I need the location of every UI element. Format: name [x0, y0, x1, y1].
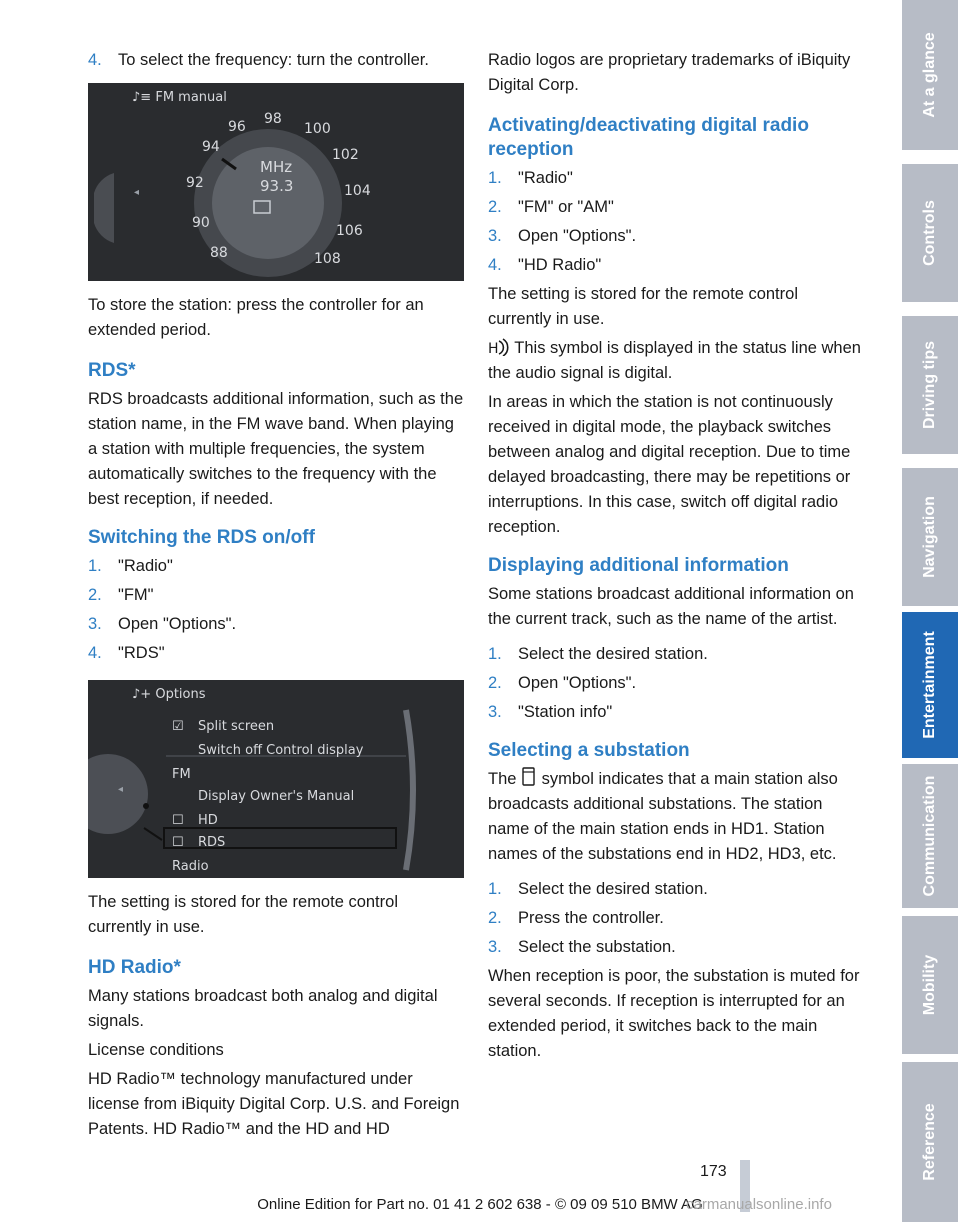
step-text: "FM" — [118, 586, 154, 604]
svg-text:H: H — [488, 341, 499, 356]
fm-frequency: 93.3 — [260, 177, 294, 195]
step-number: 2. — [488, 198, 502, 216]
page-number: 173 — [700, 1163, 727, 1180]
step-item — [88, 641, 464, 666]
step-item — [488, 253, 862, 278]
controller-dot — [143, 803, 149, 809]
tab-navigation[interactable]: Navigation — [902, 468, 958, 606]
chapter-tabs — [900, 0, 960, 1222]
options-screen-title: ♪+ Options — [132, 687, 206, 702]
step-number: 1. — [88, 557, 102, 575]
substation-icon — [521, 767, 537, 787]
tick-label: 100 — [304, 121, 331, 137]
switch-rds-heading: Switching the RDS on/off — [88, 527, 315, 548]
checkbox-icon: ☐ — [172, 835, 184, 850]
tick-label: 90 — [192, 215, 210, 231]
step-number: 3. — [488, 703, 502, 721]
tick-label: 92 — [186, 175, 204, 191]
step-text: Select the substation. — [518, 938, 676, 956]
step-number: 1. — [488, 645, 502, 663]
step-number: 1. — [488, 880, 502, 898]
hd-radio-heading: HD Radio* — [88, 957, 181, 978]
step-text: Select the desired station. — [518, 880, 708, 898]
step-number: 4. — [488, 256, 502, 274]
tab-communication[interactable]: Communication — [902, 764, 958, 908]
fm-manual-screenshot — [88, 83, 464, 281]
step-text: "Station info" — [518, 703, 613, 721]
footer-text: Online Edition for Part no. 01 41 2 602 638 - © 09 09 510 BMW AG — [257, 1196, 703, 1213]
rds-text: RDS broadcasts additional information, such as the station name, in the FM wave band. When playing a station with multiple frequencies, the system automatically switches to the frequency with the best reception, if needed. — [88, 390, 464, 508]
step-item — [88, 554, 464, 579]
scrollbar — [406, 710, 413, 870]
step-text: Open "Options". — [518, 227, 637, 245]
tick-label: 96 — [228, 119, 246, 135]
step-text: To select the frequency: turn the controller. — [118, 51, 429, 69]
menu-owners-manual: Display Owner's Manual — [198, 789, 355, 804]
tune-icon: ♪+ — [132, 687, 152, 702]
step-text: Press the controller. — [518, 909, 664, 927]
step-item — [488, 935, 862, 960]
step-text: Select the desired station. — [518, 645, 708, 663]
tab-driving-tips[interactable]: Driving tips — [902, 316, 958, 454]
menu-hd: HD — [198, 813, 218, 828]
activate-heading: Activating/deactivating digital radio reception — [488, 115, 809, 160]
menu-switch-off: Switch off Control display — [198, 743, 364, 758]
controller-edge — [94, 173, 114, 243]
step-item — [488, 906, 862, 931]
step-number: 2. — [488, 909, 502, 927]
stored-text: The setting is stored for the remote control currently in use. — [88, 893, 398, 936]
store-text: To store the station: press the controller for an extended period. — [88, 296, 424, 339]
substation-paragraph — [488, 767, 862, 867]
step-text: "FM" or "AM" — [518, 198, 614, 216]
menu-section-radio: Radio — [172, 859, 209, 874]
symbol-text: This symbol is displayed in the status line when the audio signal is digital. — [488, 339, 861, 382]
step-number: 4. — [88, 644, 102, 662]
step-item — [88, 583, 464, 608]
options-screenshot — [88, 680, 464, 878]
step-number: 1. — [488, 169, 502, 187]
right-column — [488, 0, 862, 1068]
tab-entertainment[interactable]: Entertainment — [902, 612, 958, 758]
license-heading: License conditions — [88, 1041, 224, 1059]
step-number: 3. — [488, 938, 502, 956]
tick-label: 108 — [314, 251, 341, 267]
fm-screen-title: ♪≡ FM manual — [132, 90, 227, 105]
symbol-paragraph — [488, 336, 862, 386]
step-item — [488, 224, 862, 249]
logo-text: Radio logos are proprietary trademarks of iBiquity Digital Corp. — [488, 51, 851, 94]
tick-label: 98 — [264, 111, 282, 127]
step-number: 2. — [488, 674, 502, 692]
fm-unit: MHz — [260, 158, 293, 176]
substation-text-a: The — [488, 770, 517, 788]
step-text: "Radio" — [118, 557, 173, 575]
step-number: 2. — [88, 586, 102, 604]
step-item — [488, 195, 862, 220]
step-item — [488, 671, 862, 696]
checkbox-icon: ☐ — [172, 813, 184, 828]
stored-text: The setting is stored for the remote control currently in use. — [488, 285, 798, 328]
options-graphics — [88, 680, 460, 878]
tick-label: 94 — [202, 139, 220, 155]
tune-icon: ♪≡ — [132, 90, 152, 105]
areas-text: In areas in which the station is not continuously received in digital mode, the playback switches between analog and digital reception. Due to time delayed broadcasting, there may be repetitions or interruptions. In this case, switch off digital radio reception. — [488, 393, 851, 536]
step-text: "Radio" — [518, 169, 573, 187]
watermark: carmanualsonline.info — [686, 1196, 832, 1213]
tick-label: 106 — [336, 223, 363, 239]
substation-text-b: symbol indicates that a main station also broadcasts additional substations. The station name of the main station ends in HD1. Station names of the substations end in HD2, HD3, etc. — [488, 770, 838, 863]
substation-heading: Selecting a substation — [488, 740, 690, 761]
arrow-left-icon: ◂ — [118, 784, 124, 795]
tab-at-a-glance[interactable]: At a glance — [902, 0, 958, 150]
menu-split-screen: Split screen — [198, 719, 275, 734]
step-item — [488, 700, 862, 725]
step-item — [488, 877, 862, 902]
left-column — [88, 0, 464, 1146]
tab-controls[interactable]: Controls — [902, 164, 958, 302]
step-text: "RDS" — [118, 644, 165, 662]
hd-text: Many stations broadcast both analog and digital signals. — [88, 987, 438, 1030]
display-info-heading: Displaying additional information — [488, 555, 789, 576]
step-item — [488, 642, 862, 667]
menu-section-fm: FM — [172, 767, 191, 782]
tab-mobility[interactable]: Mobility — [902, 916, 958, 1054]
tick-label: 102 — [332, 147, 359, 163]
display-text: Some stations broadcast additional information on the current track, such as the name of the artist. — [488, 585, 854, 628]
rds-heading: RDS* — [88, 360, 136, 381]
step-number: 3. — [88, 615, 102, 633]
step-text: "HD Radio" — [518, 256, 602, 274]
step-text: Open "Options". — [518, 674, 637, 692]
tick-label: 104 — [344, 183, 371, 199]
menu-rds: RDS — [198, 835, 226, 850]
license-text: HD Radio™ technology manufactured under license from iBiquity Digital Corp. U.S. and Foreign Patents. HD Radio™ and the HD and HD — [88, 1070, 460, 1138]
checkbox-checked-icon: ☑ — [172, 719, 184, 734]
step-text: Open "Options". — [118, 615, 237, 633]
tab-reference[interactable]: Reference — [902, 1062, 958, 1222]
step-item — [88, 48, 464, 73]
pointer-line — [144, 828, 162, 840]
poor-reception-text: When reception is poor, the substation is muted for several seconds. If reception is interrupted for an extended period, it switches back to the main station. — [488, 967, 860, 1060]
hd-digital-icon — [488, 338, 510, 356]
tick-label: 88 — [210, 245, 228, 261]
step-item — [488, 166, 862, 191]
arrow-left-icon: ◂ — [134, 187, 140, 198]
step-number: 4. — [88, 51, 102, 69]
step-number: 3. — [488, 227, 502, 245]
step-item — [88, 612, 464, 637]
